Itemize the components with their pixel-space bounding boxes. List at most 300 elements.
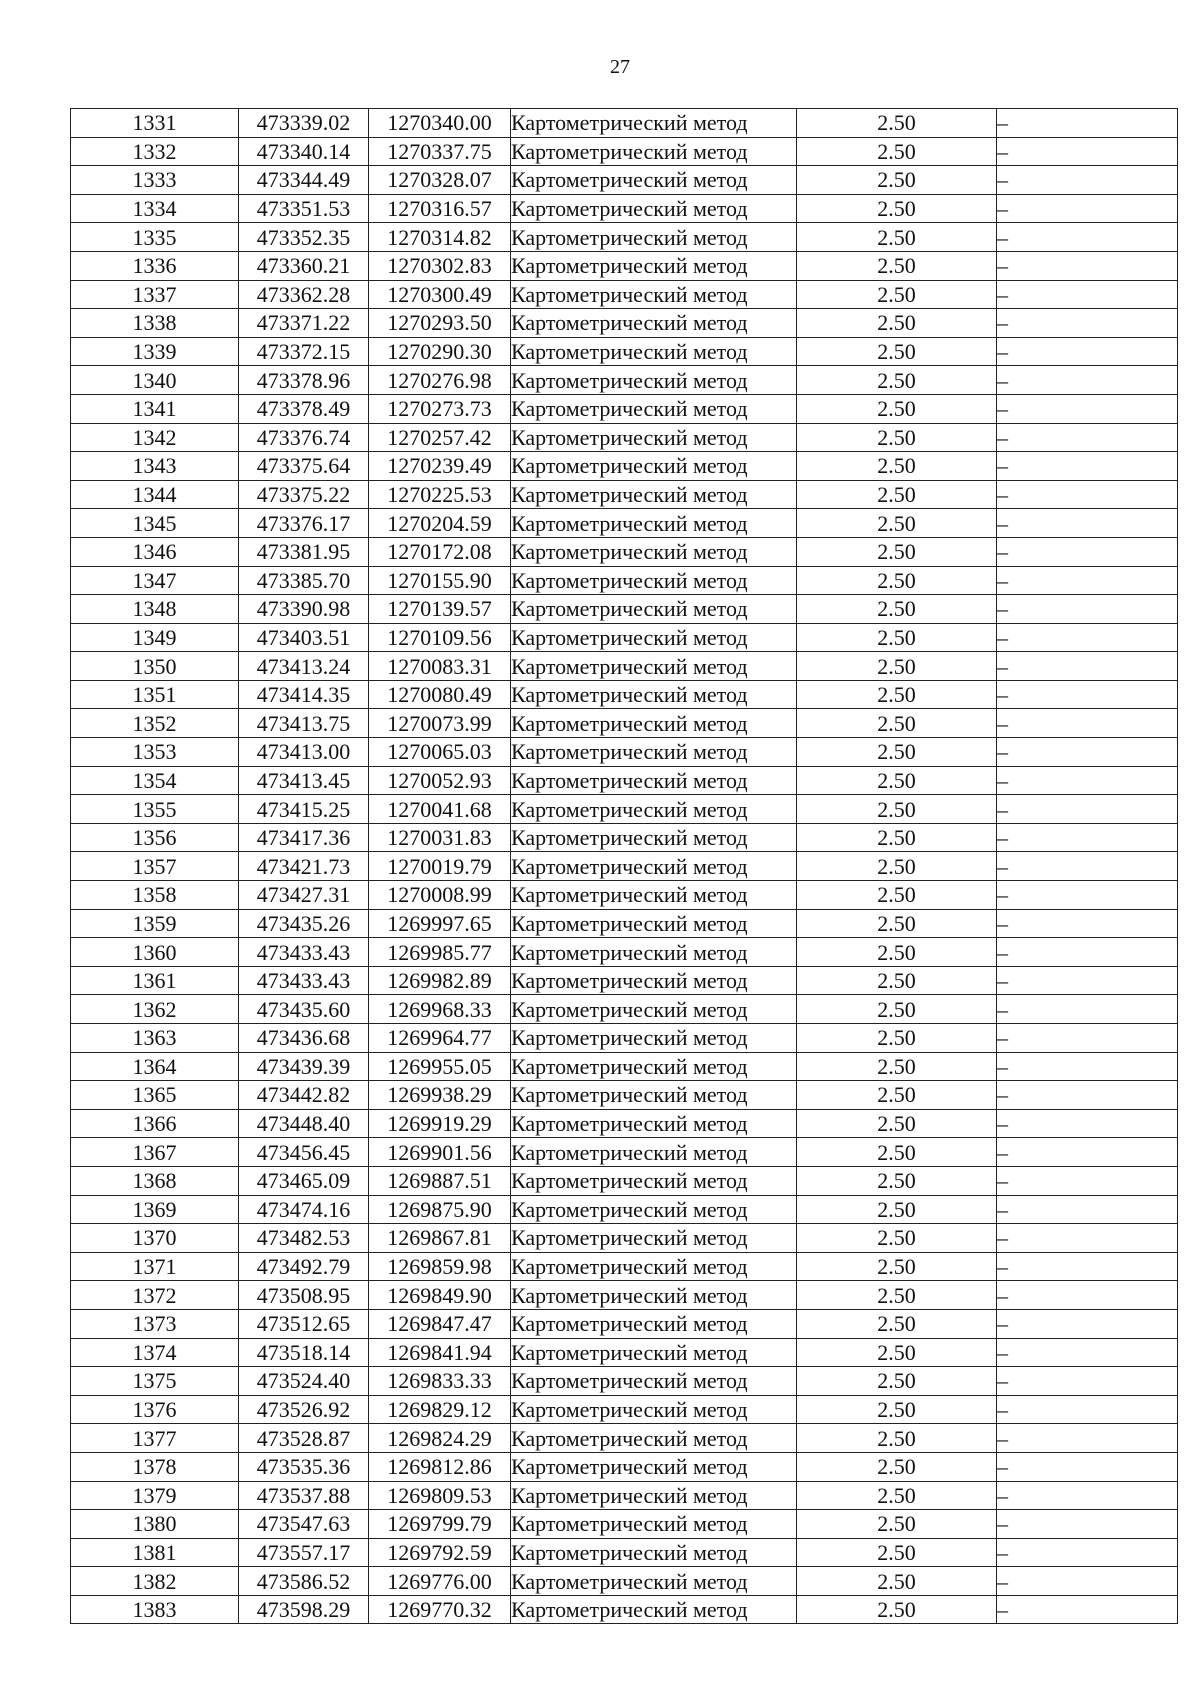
point-number-cell: 1331 <box>71 109 239 138</box>
table-row <box>71 1595 1178 1624</box>
accuracy-cell: 2.50 <box>797 1367 997 1396</box>
accuracy-cell: 2.50 <box>797 652 997 681</box>
point-number-cell: 1348 <box>71 595 239 624</box>
method-cell: Картометрический метод <box>511 823 797 852</box>
y-coordinate-cell: 1269968.33 <box>369 995 511 1024</box>
table-row <box>71 623 1178 652</box>
y-coordinate-cell: 1269964.77 <box>369 1024 511 1053</box>
x-coordinate-cell: 473371.22 <box>239 309 369 338</box>
x-coordinate-cell: 473535.36 <box>239 1452 369 1481</box>
accuracy-cell: 2.50 <box>797 738 997 767</box>
accuracy-cell: 2.50 <box>797 938 997 967</box>
method-cell: Картометрический метод <box>511 1195 797 1224</box>
point-number-cell: 1353 <box>71 738 239 767</box>
note-cell: – <box>997 966 1178 995</box>
y-coordinate-cell: 1270314.82 <box>369 223 511 252</box>
x-coordinate-cell: 473378.49 <box>239 394 369 423</box>
accuracy-cell: 2.50 <box>797 1309 997 1338</box>
note-cell: – <box>997 1567 1178 1596</box>
accuracy-cell: 2.50 <box>797 366 997 395</box>
method-cell: Картометрический метод <box>511 1052 797 1081</box>
y-coordinate-cell: 1270172.08 <box>369 537 511 566</box>
accuracy-cell: 2.50 <box>797 1338 997 1367</box>
y-coordinate-cell: 1270300.49 <box>369 280 511 309</box>
accuracy-cell: 2.50 <box>797 309 997 338</box>
table-row <box>71 938 1178 967</box>
y-coordinate-cell: 1270052.93 <box>369 766 511 795</box>
point-number-cell: 1343 <box>71 452 239 481</box>
accuracy-cell: 2.50 <box>797 1024 997 1053</box>
accuracy-cell: 2.50 <box>797 1052 997 1081</box>
note-cell: – <box>997 1195 1178 1224</box>
point-number-cell: 1362 <box>71 995 239 1024</box>
x-coordinate-cell: 473547.63 <box>239 1510 369 1539</box>
point-number-cell: 1345 <box>71 509 239 538</box>
point-number-cell: 1335 <box>71 223 239 252</box>
point-number-cell: 1342 <box>71 423 239 452</box>
table-row <box>71 1252 1178 1281</box>
table-row <box>71 537 1178 566</box>
method-cell: Картометрический метод <box>511 137 797 166</box>
table-row <box>71 652 1178 681</box>
table-row <box>71 1138 1178 1167</box>
point-number-cell: 1370 <box>71 1224 239 1253</box>
point-number-cell: 1363 <box>71 1024 239 1053</box>
x-coordinate-cell: 473433.43 <box>239 966 369 995</box>
x-coordinate-cell: 473376.17 <box>239 509 369 538</box>
accuracy-cell: 2.50 <box>797 223 997 252</box>
table-row <box>71 394 1178 423</box>
table-row <box>71 1395 1178 1424</box>
y-coordinate-cell: 1270302.83 <box>369 251 511 280</box>
y-coordinate-cell: 1270257.42 <box>369 423 511 452</box>
note-cell: – <box>997 1452 1178 1481</box>
note-cell: – <box>997 194 1178 223</box>
accuracy-cell: 2.50 <box>797 1109 997 1138</box>
method-cell: Картометрический метод <box>511 194 797 223</box>
accuracy-cell: 2.50 <box>797 251 997 280</box>
x-coordinate-cell: 473465.09 <box>239 1166 369 1195</box>
method-cell: Картометрический метод <box>511 537 797 566</box>
note-cell: – <box>997 1481 1178 1510</box>
note-cell: – <box>997 509 1178 538</box>
point-number-cell: 1333 <box>71 166 239 195</box>
note-cell: – <box>997 1395 1178 1424</box>
point-number-cell: 1364 <box>71 1052 239 1081</box>
coordinates-table-body <box>71 109 1178 1624</box>
x-coordinate-cell: 473339.02 <box>239 109 369 138</box>
method-cell: Картометрический метод <box>511 680 797 709</box>
table-row <box>71 452 1178 481</box>
note-cell: – <box>997 680 1178 709</box>
x-coordinate-cell: 473435.26 <box>239 909 369 938</box>
y-coordinate-cell: 1270276.98 <box>369 366 511 395</box>
y-coordinate-cell: 1269847.47 <box>369 1309 511 1338</box>
accuracy-cell: 2.50 <box>797 966 997 995</box>
y-coordinate-cell: 1269919.29 <box>369 1109 511 1138</box>
note-cell: – <box>997 1281 1178 1310</box>
y-coordinate-cell: 1270109.56 <box>369 623 511 652</box>
note-cell: – <box>997 1309 1178 1338</box>
x-coordinate-cell: 473376.74 <box>239 423 369 452</box>
table-row <box>71 1481 1178 1510</box>
method-cell: Картометрический метод <box>511 852 797 881</box>
accuracy-cell: 2.50 <box>797 995 997 1024</box>
y-coordinate-cell: 1270155.90 <box>369 566 511 595</box>
table-row <box>71 251 1178 280</box>
point-number-cell: 1354 <box>71 766 239 795</box>
accuracy-cell: 2.50 <box>797 1481 997 1510</box>
accuracy-cell: 2.50 <box>797 595 997 624</box>
method-cell: Картометрический метод <box>511 1595 797 1624</box>
method-cell: Картометрический метод <box>511 766 797 795</box>
table-row <box>71 795 1178 824</box>
note-cell: – <box>997 1510 1178 1539</box>
note-cell: – <box>997 280 1178 309</box>
accuracy-cell: 2.50 <box>797 423 997 452</box>
accuracy-cell: 2.50 <box>797 166 997 195</box>
table-row <box>71 337 1178 366</box>
table-row <box>71 309 1178 338</box>
note-cell: – <box>997 1052 1178 1081</box>
x-coordinate-cell: 473524.40 <box>239 1367 369 1396</box>
y-coordinate-cell: 1270031.83 <box>369 823 511 852</box>
x-coordinate-cell: 473537.88 <box>239 1481 369 1510</box>
x-coordinate-cell: 473427.31 <box>239 881 369 910</box>
table-row <box>71 1510 1178 1539</box>
x-coordinate-cell: 473381.95 <box>239 537 369 566</box>
accuracy-cell: 2.50 <box>797 1595 997 1624</box>
y-coordinate-cell: 1269829.12 <box>369 1395 511 1424</box>
point-number-cell: 1352 <box>71 709 239 738</box>
table-row <box>71 852 1178 881</box>
point-number-cell: 1356 <box>71 823 239 852</box>
x-coordinate-cell: 473482.53 <box>239 1224 369 1253</box>
method-cell: Картометрический метод <box>511 452 797 481</box>
point-number-cell: 1357 <box>71 852 239 881</box>
y-coordinate-cell: 1270139.57 <box>369 595 511 624</box>
method-cell: Картометрический метод <box>511 309 797 338</box>
accuracy-cell: 2.50 <box>797 109 997 138</box>
note-cell: – <box>997 1338 1178 1367</box>
note-cell: – <box>997 394 1178 423</box>
x-coordinate-cell: 473435.60 <box>239 995 369 1024</box>
method-cell: Картометрический метод <box>511 1252 797 1281</box>
y-coordinate-cell: 1269867.81 <box>369 1224 511 1253</box>
point-number-cell: 1351 <box>71 680 239 709</box>
point-number-cell: 1381 <box>71 1538 239 1567</box>
x-coordinate-cell: 473414.35 <box>239 680 369 709</box>
point-number-cell: 1365 <box>71 1081 239 1110</box>
note-cell: – <box>997 337 1178 366</box>
table-row <box>71 823 1178 852</box>
accuracy-cell: 2.50 <box>797 194 997 223</box>
point-number-cell: 1366 <box>71 1109 239 1138</box>
point-number-cell: 1373 <box>71 1309 239 1338</box>
y-coordinate-cell: 1270340.00 <box>369 109 511 138</box>
method-cell: Картометрический метод <box>511 280 797 309</box>
x-coordinate-cell: 473340.14 <box>239 137 369 166</box>
y-coordinate-cell: 1270225.53 <box>369 480 511 509</box>
method-cell: Картометрический метод <box>511 423 797 452</box>
point-number-cell: 1347 <box>71 566 239 595</box>
note-cell: – <box>997 595 1178 624</box>
x-coordinate-cell: 473442.82 <box>239 1081 369 1110</box>
method-cell: Картометрический метод <box>511 166 797 195</box>
point-number-cell: 1359 <box>71 909 239 938</box>
accuracy-cell: 2.50 <box>797 1567 997 1596</box>
method-cell: Картометрический метод <box>511 938 797 967</box>
table-row <box>71 1367 1178 1396</box>
x-coordinate-cell: 473586.52 <box>239 1567 369 1596</box>
point-number-cell: 1376 <box>71 1395 239 1424</box>
method-cell: Картометрический метод <box>511 1367 797 1396</box>
method-cell: Картометрический метод <box>511 1024 797 1053</box>
point-number-cell: 1380 <box>71 1510 239 1539</box>
note-cell: – <box>997 480 1178 509</box>
table-row <box>71 280 1178 309</box>
method-cell: Картометрический метод <box>511 1109 797 1138</box>
table-row <box>71 1109 1178 1138</box>
method-cell: Картометрический метод <box>511 995 797 1024</box>
accuracy-cell: 2.50 <box>797 1252 997 1281</box>
point-number-cell: 1382 <box>71 1567 239 1596</box>
method-cell: Картометрический метод <box>511 1452 797 1481</box>
y-coordinate-cell: 1269792.59 <box>369 1538 511 1567</box>
note-cell: – <box>997 109 1178 138</box>
method-cell: Картометрический метод <box>511 966 797 995</box>
point-number-cell: 1358 <box>71 881 239 910</box>
method-cell: Картометрический метод <box>511 909 797 938</box>
method-cell: Картометрический метод <box>511 1081 797 1110</box>
x-coordinate-cell: 473375.22 <box>239 480 369 509</box>
method-cell: Картометрический метод <box>511 1395 797 1424</box>
note-cell: – <box>997 166 1178 195</box>
accuracy-cell: 2.50 <box>797 337 997 366</box>
method-cell: Картометрический метод <box>511 394 797 423</box>
point-number-cell: 1375 <box>71 1367 239 1396</box>
point-number-cell: 1369 <box>71 1195 239 1224</box>
accuracy-cell: 2.50 <box>797 1138 997 1167</box>
x-coordinate-cell: 473598.29 <box>239 1595 369 1624</box>
table-row <box>71 1338 1178 1367</box>
point-number-cell: 1355 <box>71 795 239 824</box>
note-cell: – <box>997 223 1178 252</box>
y-coordinate-cell: 1269809.53 <box>369 1481 511 1510</box>
table-row <box>71 1195 1178 1224</box>
table-row <box>71 423 1178 452</box>
table-row <box>71 680 1178 709</box>
y-coordinate-cell: 1269824.29 <box>369 1424 511 1453</box>
table-row <box>71 1452 1178 1481</box>
table-row <box>71 1224 1178 1253</box>
x-coordinate-cell: 473344.49 <box>239 166 369 195</box>
note-cell: – <box>997 881 1178 910</box>
table-row <box>71 566 1178 595</box>
note-cell: – <box>997 938 1178 967</box>
point-number-cell: 1332 <box>71 137 239 166</box>
accuracy-cell: 2.50 <box>797 823 997 852</box>
accuracy-cell: 2.50 <box>797 394 997 423</box>
method-cell: Картометрический метод <box>511 509 797 538</box>
accuracy-cell: 2.50 <box>797 480 997 509</box>
method-cell: Картометрический метод <box>511 1281 797 1310</box>
x-coordinate-cell: 473518.14 <box>239 1338 369 1367</box>
point-number-cell: 1379 <box>71 1481 239 1510</box>
accuracy-cell: 2.50 <box>797 1395 997 1424</box>
note-cell: – <box>997 623 1178 652</box>
x-coordinate-cell: 473526.92 <box>239 1395 369 1424</box>
accuracy-cell: 2.50 <box>797 1281 997 1310</box>
x-coordinate-cell: 473413.00 <box>239 738 369 767</box>
y-coordinate-cell: 1270290.30 <box>369 337 511 366</box>
accuracy-cell: 2.50 <box>797 1510 997 1539</box>
x-coordinate-cell: 473456.45 <box>239 1138 369 1167</box>
y-coordinate-cell: 1269841.94 <box>369 1338 511 1367</box>
y-coordinate-cell: 1269812.86 <box>369 1452 511 1481</box>
accuracy-cell: 2.50 <box>797 1424 997 1453</box>
note-cell: – <box>997 423 1178 452</box>
method-cell: Картометрический метод <box>511 223 797 252</box>
point-number-cell: 1340 <box>71 366 239 395</box>
method-cell: Картометрический метод <box>511 1567 797 1596</box>
point-number-cell: 1338 <box>71 309 239 338</box>
page-number: 27 <box>610 56 630 78</box>
y-coordinate-cell: 1270273.73 <box>369 394 511 423</box>
accuracy-cell: 2.50 <box>797 680 997 709</box>
y-coordinate-cell: 1270328.07 <box>369 166 511 195</box>
accuracy-cell: 2.50 <box>797 452 997 481</box>
point-number-cell: 1349 <box>71 623 239 652</box>
method-cell: Картометрический метод <box>511 1510 797 1539</box>
table-row <box>71 1424 1178 1453</box>
note-cell: – <box>997 1595 1178 1624</box>
y-coordinate-cell: 1270019.79 <box>369 852 511 881</box>
y-coordinate-cell: 1270080.49 <box>369 680 511 709</box>
table-row <box>71 995 1178 1024</box>
y-coordinate-cell: 1269997.65 <box>369 909 511 938</box>
note-cell: – <box>997 452 1178 481</box>
note-cell: – <box>997 309 1178 338</box>
accuracy-cell: 2.50 <box>797 1195 997 1224</box>
note-cell: – <box>997 1024 1178 1053</box>
table-row <box>71 1024 1178 1053</box>
note-cell: – <box>997 537 1178 566</box>
table-row <box>71 109 1178 138</box>
accuracy-cell: 2.50 <box>797 852 997 881</box>
method-cell: Картометрический метод <box>511 1224 797 1253</box>
point-number-cell: 1383 <box>71 1595 239 1624</box>
note-cell: – <box>997 995 1178 1024</box>
point-number-cell: 1371 <box>71 1252 239 1281</box>
method-cell: Картометрический метод <box>511 480 797 509</box>
x-coordinate-cell: 473417.36 <box>239 823 369 852</box>
accuracy-cell: 2.50 <box>797 795 997 824</box>
y-coordinate-cell: 1269955.05 <box>369 1052 511 1081</box>
table-row <box>71 1309 1178 1338</box>
table-row <box>71 966 1178 995</box>
y-coordinate-cell: 1270008.99 <box>369 881 511 910</box>
note-cell: – <box>997 1109 1178 1138</box>
note-cell: – <box>997 1424 1178 1453</box>
method-cell: Картометрический метод <box>511 1424 797 1453</box>
point-number-cell: 1334 <box>71 194 239 223</box>
point-number-cell: 1360 <box>71 938 239 967</box>
x-coordinate-cell: 473403.51 <box>239 623 369 652</box>
note-cell: – <box>997 566 1178 595</box>
note-cell: – <box>997 823 1178 852</box>
point-number-cell: 1377 <box>71 1424 239 1453</box>
table-row <box>71 166 1178 195</box>
y-coordinate-cell: 1269859.98 <box>369 1252 511 1281</box>
table-row <box>71 766 1178 795</box>
y-coordinate-cell: 1270337.75 <box>369 137 511 166</box>
table-row <box>71 1567 1178 1596</box>
accuracy-cell: 2.50 <box>797 137 997 166</box>
method-cell: Картометрический метод <box>511 109 797 138</box>
x-coordinate-cell: 473351.53 <box>239 194 369 223</box>
x-coordinate-cell: 473378.96 <box>239 366 369 395</box>
note-cell: – <box>997 852 1178 881</box>
y-coordinate-cell: 1269799.79 <box>369 1510 511 1539</box>
note-cell: – <box>997 1081 1178 1110</box>
method-cell: Картометрический метод <box>511 1538 797 1567</box>
method-cell: Картометрический метод <box>511 795 797 824</box>
table-row <box>71 738 1178 767</box>
point-number-cell: 1336 <box>71 251 239 280</box>
y-coordinate-cell: 1270041.68 <box>369 795 511 824</box>
point-number-cell: 1346 <box>71 537 239 566</box>
accuracy-cell: 2.50 <box>797 623 997 652</box>
note-cell: – <box>997 1138 1178 1167</box>
accuracy-cell: 2.50 <box>797 1081 997 1110</box>
accuracy-cell: 2.50 <box>797 280 997 309</box>
method-cell: Картометрический метод <box>511 1481 797 1510</box>
coordinates-table <box>70 108 1178 1624</box>
accuracy-cell: 2.50 <box>797 766 997 795</box>
point-number-cell: 1344 <box>71 480 239 509</box>
accuracy-cell: 2.50 <box>797 1166 997 1195</box>
point-number-cell: 1374 <box>71 1338 239 1367</box>
y-coordinate-cell: 1269770.32 <box>369 1595 511 1624</box>
note-cell: – <box>997 652 1178 681</box>
method-cell: Картометрический метод <box>511 709 797 738</box>
y-coordinate-cell: 1269887.51 <box>369 1166 511 1195</box>
point-number-cell: 1372 <box>71 1281 239 1310</box>
accuracy-cell: 2.50 <box>797 1538 997 1567</box>
method-cell: Картометрический метод <box>511 1138 797 1167</box>
note-cell: – <box>997 795 1178 824</box>
y-coordinate-cell: 1269938.29 <box>369 1081 511 1110</box>
x-coordinate-cell: 473362.28 <box>239 280 369 309</box>
note-cell: – <box>997 1252 1178 1281</box>
note-cell: – <box>997 366 1178 395</box>
y-coordinate-cell: 1269901.56 <box>369 1138 511 1167</box>
x-coordinate-cell: 473360.21 <box>239 251 369 280</box>
y-coordinate-cell: 1269833.33 <box>369 1367 511 1396</box>
table-row <box>71 1052 1178 1081</box>
method-cell: Картометрический метод <box>511 337 797 366</box>
table-row <box>71 1281 1178 1310</box>
y-coordinate-cell: 1270204.59 <box>369 509 511 538</box>
y-coordinate-cell: 1269849.90 <box>369 1281 511 1310</box>
table-row <box>71 709 1178 738</box>
y-coordinate-cell: 1270073.99 <box>369 709 511 738</box>
method-cell: Картометрический метод <box>511 623 797 652</box>
accuracy-cell: 2.50 <box>797 909 997 938</box>
point-number-cell: 1350 <box>71 652 239 681</box>
y-coordinate-cell: 1269982.89 <box>369 966 511 995</box>
